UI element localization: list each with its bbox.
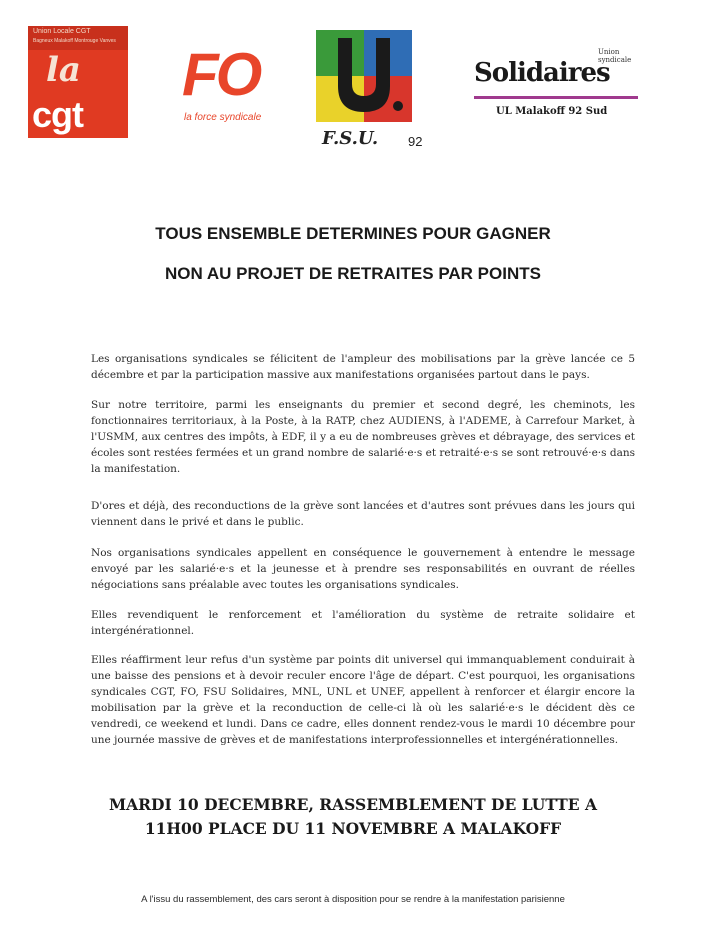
callout-line-2: 11H00 PLACE DU 11 NOVEMBRE A MALAKOFF (144, 819, 562, 838)
solidaires-logo-local: UL Malakoff 92 Sud (496, 106, 608, 117)
paragraph-revendications: Elles revendiquent le renforcement et l'amélioration du système de retraite solidaire et intergénérationnel. (91, 608, 635, 637)
solidaires-logo (474, 48, 644, 128)
fo-logo-tagline: la force syndicale (184, 112, 262, 123)
fsu-logo-number: 92 (408, 134, 423, 149)
footer-note: A l'issu du rassemblement, des cars seront à disposition pour se rendre à la manifestation parisienne (141, 894, 565, 905)
solidaires-logo-wordmark: Solidaires (474, 58, 610, 88)
paragraph-mobilisation: Les organisations syndicales se félicitent de l'ampleur des mobilisations par la grève lancée ce 5 décembre et par la participation massive aux manifestations organisées partout dans le pays. (91, 352, 635, 381)
paragraph-refus-systeme-points: Elles réaffirment leur refus d'un système par points dit universel qui immanquablement conduirait à une baisse des pensions et à devoir reculer encore l'âge de départ. C'est pourquoi, les organisations syndicales CGT, FO, FSU Solidaires, MNL, UNL et UNEF, appellent à renforcer et élargir encore la mobilisation par la grève et la reconduction de celle-ci là où les salarié·e·s le décident dès ce vendredi, ce weekend et lundi. Dans ce cadre, elles donnent rendez-vous le mardi 10 décembre pour une journée massive de grèves et de manifestations interprofessionnelles et intergénérationnelles. (91, 653, 635, 746)
paragraph-appel-gouvernement: Nos organisations syndicales appellent en conséquence le gouvernement à entendre le message envoyé par les salarié·e·s et la jeunesse et à prendre ses responsabilités en ouvrant de réelles négociations sans préalable avec toutes les organisations syndicales. (91, 546, 635, 591)
fo-logo-wordmark: FO (182, 41, 260, 108)
cgt-logo (28, 26, 128, 138)
cgt-logo-union-locale: Union Locale CGT (33, 28, 91, 35)
paragraph-territoire: Sur notre territoire, parmi les enseignants du premier et second degré, les cheminots, les fonctionnaires territoriaux, à la Poste, à la RATP, chez AUDIENS, à l'ADEME, à Carrefour Market, à l'USMM, aux centres des impôts, à EDF, il y a eu de nombreuses grèves et débrayage, des services et écoles sont restées fermées et un grand nombre de salarié·e·s et retraité·e·s se sont retrouvé·e·s dans la manifestation. (91, 398, 635, 475)
cgt-logo-la: la (46, 50, 81, 90)
paragraph-reconductions: D'ores et déjà, des reconductions de la grève sont lancées et d'autres sont prévues dans les jours qui viennent dans le privé et dans le public. (91, 499, 635, 528)
cgt-logo-wordmark: cgt (32, 94, 83, 135)
union-logos-row (0, 0, 706, 170)
headline-2: NON AU PROJET DE RETRAITES PAR POINTS (165, 264, 541, 283)
solidaires-logo-underline (474, 96, 638, 99)
solidaires-logo-union-syndicale: Union syndicale (598, 48, 632, 64)
fo-logo (182, 40, 272, 132)
fsu-logo (316, 30, 436, 155)
cgt-logo-towns: Bagneux Malakoff Montrouge Vanves (33, 38, 116, 44)
callout-line-1: MARDI 10 DECEMBRE, RASSEMBLEMENT DE LUTTE A (108, 795, 598, 814)
fsu-logo-wordmark: F.S.U. (322, 128, 379, 149)
fsu-logo-mark (316, 30, 412, 122)
headline-1: TOUS ENSEMBLE DETERMINES POUR GAGNER (155, 224, 551, 243)
